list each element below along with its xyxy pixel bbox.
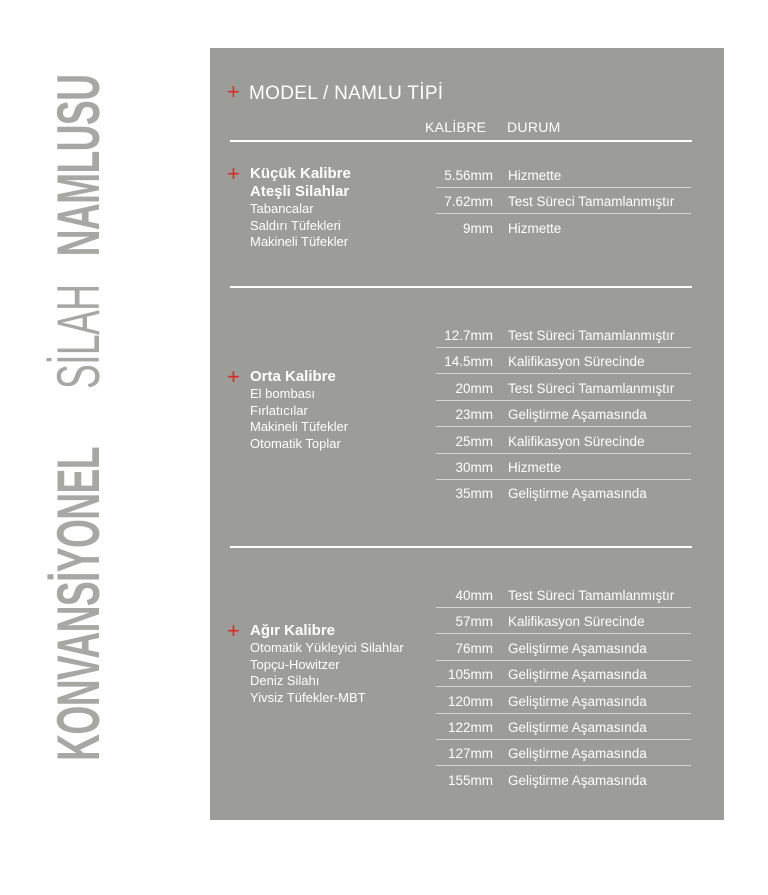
table-row [436,688,691,714]
status-value: Kalifikasyon Sürecinde [508,614,645,630]
group-item: Otomatik Yükleyici Silahlar [250,640,404,655]
group-item: El bombası [250,386,316,401]
status-value: Geliştirme Aşamasında [508,667,647,683]
group-title: Ağır Kalibre [250,622,336,639]
caliber-value: 30mm [455,460,493,475]
title-part-konvansiyonel: KONVANSİYONEL [45,446,112,761]
table-row [436,322,691,348]
group-title: Ateşli Silahlar [250,183,350,200]
status-value: Geliştirme Aşamasında [508,772,647,788]
caliber-value: 25mm [455,433,493,449]
table-row [436,375,691,401]
caliber-value: 5.56mm [444,168,493,183]
title-part-silah: SİLAH [45,284,112,389]
status-value: Hizmette [508,460,562,475]
table-row [436,582,691,608]
table-row [436,454,691,480]
column-header-status: DURUM [507,119,561,135]
status-value: Geliştirme Aşamasında [508,693,647,709]
caliber-value: 105mm [447,667,493,683]
plus-icon: + [227,364,240,389]
status-value: Test Süreci Tamamlanmıştır [508,380,675,396]
vertical-page-title [45,38,112,838]
status-value: Geliştirme Aşamasında [508,746,647,762]
caliber-value: 7.62mm [444,194,493,210]
group-title: Orta Kalibre [250,368,336,385]
table-row [436,188,691,214]
caliber-value: 122mm [447,720,493,735]
caliber-value: 12.7mm [444,328,493,343]
status-value: Geliştirme Aşamasında [508,720,647,735]
group-title: Küçük Kalibre [250,165,351,182]
table-row [436,714,691,740]
group-item: Deniz Silahı [250,673,320,688]
caliber-value: 35mm [455,486,493,502]
caliber-value: 9mm [463,220,493,236]
caliber-value: 20mm [455,380,493,396]
caliber-table-panel [210,48,724,820]
status-value: Hizmette [508,168,562,183]
caliber-value: 40mm [455,588,493,603]
plus-icon: + [227,79,240,104]
status-value: Test Süreci Tamamlanmıştır [508,328,675,343]
status-value: Kalifikasyon Sürecinde [508,433,645,449]
caliber-value: 57mm [455,614,493,630]
group-item: Tabancalar [250,201,314,216]
table-row [436,428,691,454]
group-item: Topçu-Howitzer [250,656,340,672]
header-divider [230,140,692,142]
caliber-value: 76mm [455,640,493,656]
group-item: Saldırı Tüfekleri [250,217,341,233]
plus-icon: + [227,161,240,186]
status-value: Geliştirme Aşamasında [508,640,647,656]
table-row [436,162,691,188]
title-part-namlusu: NAMLUSU [45,74,112,257]
column-header-caliber: KALİBRE [425,119,487,135]
status-value: Hizmette [508,220,562,236]
status-value: Geliştirme Aşamasında [508,407,647,423]
caliber-value: 155mm [447,772,493,788]
table-row [436,348,691,374]
status-value: Test Süreci Tamamlanmıştır [508,194,675,210]
caliber-value: 14.5mm [444,354,493,370]
group-item: Yivsiz Tüfekler-MBT [250,689,366,705]
group-item: Makineli Tüfekler [250,234,349,249]
table-row [436,401,691,427]
table-heading: MODEL / NAMLU TİPİ [249,83,444,104]
group-divider [230,546,692,548]
table-row [436,480,691,506]
group-item: Makineli Tüfekler [250,419,349,434]
table-row [436,635,691,661]
caliber-value: 23mm [455,407,493,423]
caliber-value: 127mm [447,746,493,762]
status-value: Test Süreci Tamamlanmıştır [508,588,675,603]
caliber-value: 120mm [447,693,493,709]
status-value: Kalifikasyon Sürecinde [508,354,645,370]
table-row [436,215,691,241]
group-item: Fırlatıcılar [250,402,308,418]
table-row [436,608,691,634]
table-row [436,740,691,766]
group-item: Otomatik Toplar [250,435,341,451]
status-value: Geliştirme Aşamasında [508,486,647,502]
table-row [436,767,691,793]
table-row [436,661,691,687]
group-divider [230,286,692,288]
plus-icon: + [227,618,240,643]
